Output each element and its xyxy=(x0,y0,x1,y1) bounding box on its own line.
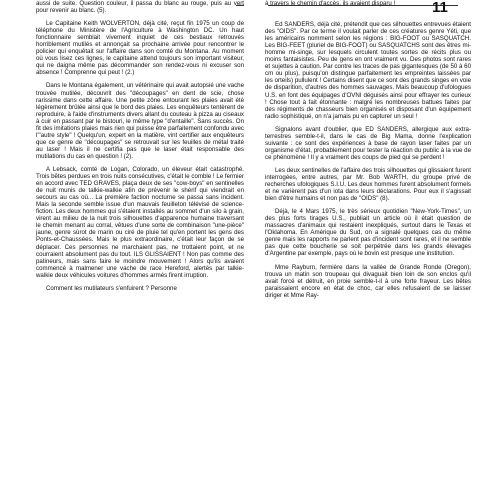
paragraph: Ed SANDERS, déjà cité, prétendit que ces silhouettes entrevues étaient des "OIDS". Par ce terme il voulait parler de ces créatures genre Yéti, que les américains nomment selon les régions : BIG-FOOT ou SASQUATCH. Les BIG-FEET (pluriel de BIG-FOOT) ou SASQUATCHS sont des êtres mi-homme mi-singe, sur lesquels circulent toutes sortes de récits plus ou moins fantaisistes. Peu de gens en ont vraiment vu. Des photos sont rares et sujettes à caution. Par contre les traces de pas gigantesques (de 50 à 60 cm ou plus), puisqu'on distingue parfaitement les empreintes laissées par les orteils) pullulent ! Certains disent que ce sont des grands singes en voie de disparition, d'autres des hommes sauvages. Mais beaucoup d'ufologues U.S. en font des équipages d'OVNI déguisés ainsi pour effrayer les curieux ! Chose tout à fait étonnante : malgré les nombreuses battues faites par des régiments de chasseurs bien organisés et disposant d'un équipement radio sophistiqué, on n'a jamais pu en capturer un seul ! xyxy=(265,21,471,120)
paragraph: Mme Rayburn, fermière dans la vallée de Grande Ronde (Oregon), trouva un matin son troupeau qui divaguait bien loin de son enclos qu'il avait forcé et détruit, en proie semble-t-il à une forte frayeur. Les bêtes paraissaient encore en état de choc, car elles refusaient de se laisser diriger et Mme Ray- xyxy=(265,263,471,299)
paragraph: à travers le chemin d'accès, ils avaient disparu ! xyxy=(265,0,396,7)
paragraph: Le Capitaine Keith WOLVERTON, déjà cité, reçut fin 1975 un coup de téléphone du Ministère de l'Agriculture à Washington DC. Un haut fonctionnaire semblait vivement inquiet de ces bestiaux retrouvés horriblement mutilés et annonçait sa prochaine arrivée pour rencontrer le policier qui enquêtait sur l'affaire dans son comté du Montana. Au moment où vous lisez ces lignes, le capitaine attend toujours son important visiteur, qui ne daigna même pas décommander son rendez-vous ni excuser son absence ! Comprenne qui peut ! (2.) xyxy=(36,20,244,77)
page-number: 11 xyxy=(432,0,448,16)
paragraph: aussi de suite. Question couleur, il passa du blanc au rouge, puis au vert pour revenir au blanc. (5). xyxy=(36,0,244,15)
left-column xyxy=(36,0,244,500)
paragraph: Déjà, le 4 Mars 1975, le très sérieux quotidien "New-York-Times", un des plus forts tirages U.S., publiait un article où il était question de massacres d'animaux qui restaient inexpliqués, surtout dans le Texas et l'Oklahoma. En Amérique du Sud, on a signalé quelques cas du même genre mais les rapports ne parlent pas d'incident sont rares, et il ne semble pas que cette boucherie se soit perpétrée dans les grands élevages d'Argentine par exemple, pays où le bovin est presque une institution. xyxy=(265,208,471,258)
paragraph: Comment les mutilateurs s'enfuirent ? Personne xyxy=(46,284,177,292)
right-column xyxy=(265,0,471,500)
paragraph: A Lebsack, comté de Logan, Colorado, un éleveur était catastrophé. Trois bêtes perdues en trois nuits consécutives, c'était le comble ! Le fermier en accord avec TED GRAVES, plaça deux de ses "cow-boys" en sentinelles de nuit munis de talkie-walkie afin de prévenir le shérif qui viendrait en secours au cas où... La première faction nocturne se passa sans incident. Mais la seconde semble issue d'un mauvais feuilleton télévisé de science-fiction. Les deux hommes qui s'étaient installés au sommet d'un silo à grain, virent au milieu de la nuit trois silhouettes d'apparence humaine traversant le chemin menant au corral, vêtues d'une sorte de combinaison "une-pièce" jaune, genre sùrot de marin ou ciré de pluie tel qu'en portent les gens des Ponts-et-Chaussées. Mais le plus extraordinaire, c'était leur façon de se déplacer. Ces personnes ne marchaient pas, ne trottaient point, et ne courraient absolument pas du tout. ILS GLISSAIENT ! Non pas comme des patineurs, mais sans faire le moindre mouvement ! Alors qu'ils avaient commencé à malmener une vache de race Hereford, alertés par talkie-walkie deux véhicules voitures d'hommes armés firent irruption. xyxy=(36,165,244,279)
paragraph: Signalons avant d'oublier, que ED SANDERS, allergique aux extra-terrestres semble-t-il, dans le cas de Big Mama, donne l'explication suivante : ce sont des expériences à base de rayon laser faites par un organisme d'état, probablement pour tester la réaction du public à la vue de ce phénomène ! Il y a vraiment des coups de pied qui se perdent ! xyxy=(265,125,471,161)
paragraph: Les deux sentinelles de l'affaire des trois silhouettes qui glissaient furent interrogées, entre autres, par Mr. Bob WARTH, du groupe privé de recherches ufologiques S.I.U. Les deux hommes furent absolument formels et ne varièrent pas d'un iota dans leurs déclarations. Pour eux il s'agissait bien d'être humains et non pas de "OIDS" (8). xyxy=(265,166,471,203)
paragraph: Dans le Montana également, un vétérinaire qui avait autopsié une vache trouvée mutilée, découvrit des "découpages" en dent de scie, chose rarissime dans cette affaire. Une petite zône entourant les plaies avait été légèrement brûlée ainsi que le bord des plaies. Les enquêteurs tentèrent de reproduire, à l'aide d'instruments divers allant du couteau à pizza au ciseaux à cuir en passant par le bistouri, le même type "d'entaille". Sans succès. On fit des imitations plaies mais rien qui puisse être parfaitement confondu avec l'"autre style" ! Quelqu'un, expert en la matière, vint certifier aux enquêteurs que ce genre de "découpages" se retrouvait sur les feuilles de métal traité au laser ! Mais il ne certifia pas que le laser était responsable des mutilations du cas en question ! (2). xyxy=(36,82,244,160)
